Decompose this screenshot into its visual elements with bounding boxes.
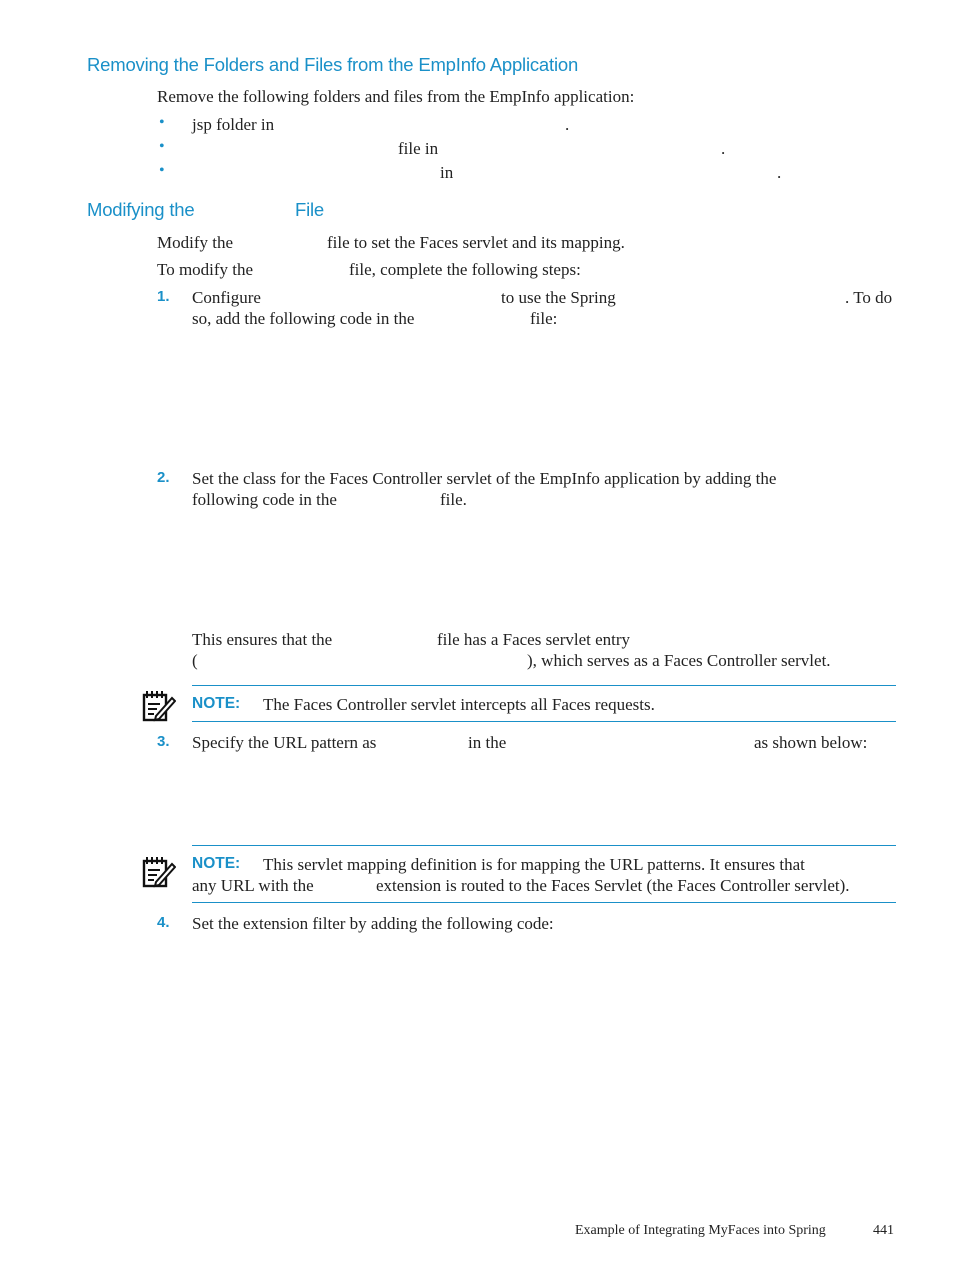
step-number-1: 1. <box>157 288 170 305</box>
step-1-line-1-b: to use the Spring <box>501 288 616 307</box>
step-number-2: 2. <box>157 469 170 486</box>
paragraph-2-a: To modify the <box>157 260 254 279</box>
step-2-line-1: Set the class for the Faces Controller servlet of the EmpInfo application by adding the <box>192 469 777 488</box>
step-3-line-1-b: in the <box>468 733 507 752</box>
step-2-line-2-b: file. <box>440 490 467 509</box>
note-2-line-2-a: any URL with the <box>192 876 314 895</box>
note-pencil-icon <box>142 855 176 889</box>
note-2-line-1: This servlet mapping definition is for mapping the URL patterns. It ensures that <box>263 855 805 874</box>
bullet-item-3-a: in <box>440 163 454 182</box>
note-1-text: The Faces Controller servlet intercepts all Faces requests. <box>263 695 655 714</box>
section-intro: Remove the following folders and files from the EmpInfo application: <box>157 87 635 106</box>
bullet-icon: • <box>159 162 165 179</box>
note-2-label: NOTE: <box>192 855 241 872</box>
paragraph-1-b: file to set the Faces servlet and its mapping. <box>327 233 625 252</box>
section-heading-modifying-a: Modifying the <box>87 199 195 220</box>
step-2-after-2-b: ), which serves as a Faces Controller servlet. <box>527 651 831 670</box>
step-2-after-1-a: This ensures that the <box>192 630 333 649</box>
bullet-icon: • <box>159 138 165 155</box>
bullet-item-3-b: . <box>777 163 782 182</box>
step-1-line-2-a: so, add the following code in the <box>192 309 415 328</box>
note-pencil-icon <box>142 689 176 723</box>
footer-title: Example of Integrating MyFaces into Spring <box>575 1223 826 1238</box>
paragraph-2-b: file, complete the following steps: <box>349 260 581 279</box>
step-1-line-2-b: file: <box>530 309 558 328</box>
step-2-after-1-b: file has a Faces servlet entry <box>437 630 631 649</box>
footer-page-number: 441 <box>873 1223 894 1238</box>
step-3-line-1-c: as shown below: <box>754 733 868 752</box>
bullet-item-1-a: jsp folder in <box>192 115 275 134</box>
step-2-line-2-a: following code in the <box>192 490 337 509</box>
note-2-line-2-b: extension is routed to the Faces Servlet (the Faces Controller servlet). <box>376 876 850 895</box>
section-heading-removing: Removing the Folders and Files from the EmpInfo Application <box>87 54 579 75</box>
step-1-line-1-a: Configure <box>192 288 261 307</box>
section-heading-modifying-b: File <box>295 199 325 220</box>
step-number-3: 3. <box>157 733 170 750</box>
bullet-item-1-b: . <box>565 115 570 134</box>
step-number-4: 4. <box>157 914 170 931</box>
bullet-item-2-a: file in <box>398 139 439 158</box>
bullet-icon: • <box>159 114 165 131</box>
bullet-item-2-b: . <box>721 139 726 158</box>
note-2-top-rule <box>192 845 896 846</box>
note-1-top-rule <box>192 685 896 686</box>
step-1-line-1-c: . To do <box>845 288 893 307</box>
note-1-bottom-rule <box>192 721 896 722</box>
step-4-line-1: Set the extension filter by adding the following code: <box>192 914 554 933</box>
note-1-label: NOTE: <box>192 695 241 712</box>
step-2-after-2-a: ( <box>192 651 198 670</box>
paragraph-1-a: Modify the <box>157 233 234 252</box>
note-2-bottom-rule <box>192 902 896 903</box>
step-3-line-1-a: Specify the URL pattern as <box>192 733 377 752</box>
